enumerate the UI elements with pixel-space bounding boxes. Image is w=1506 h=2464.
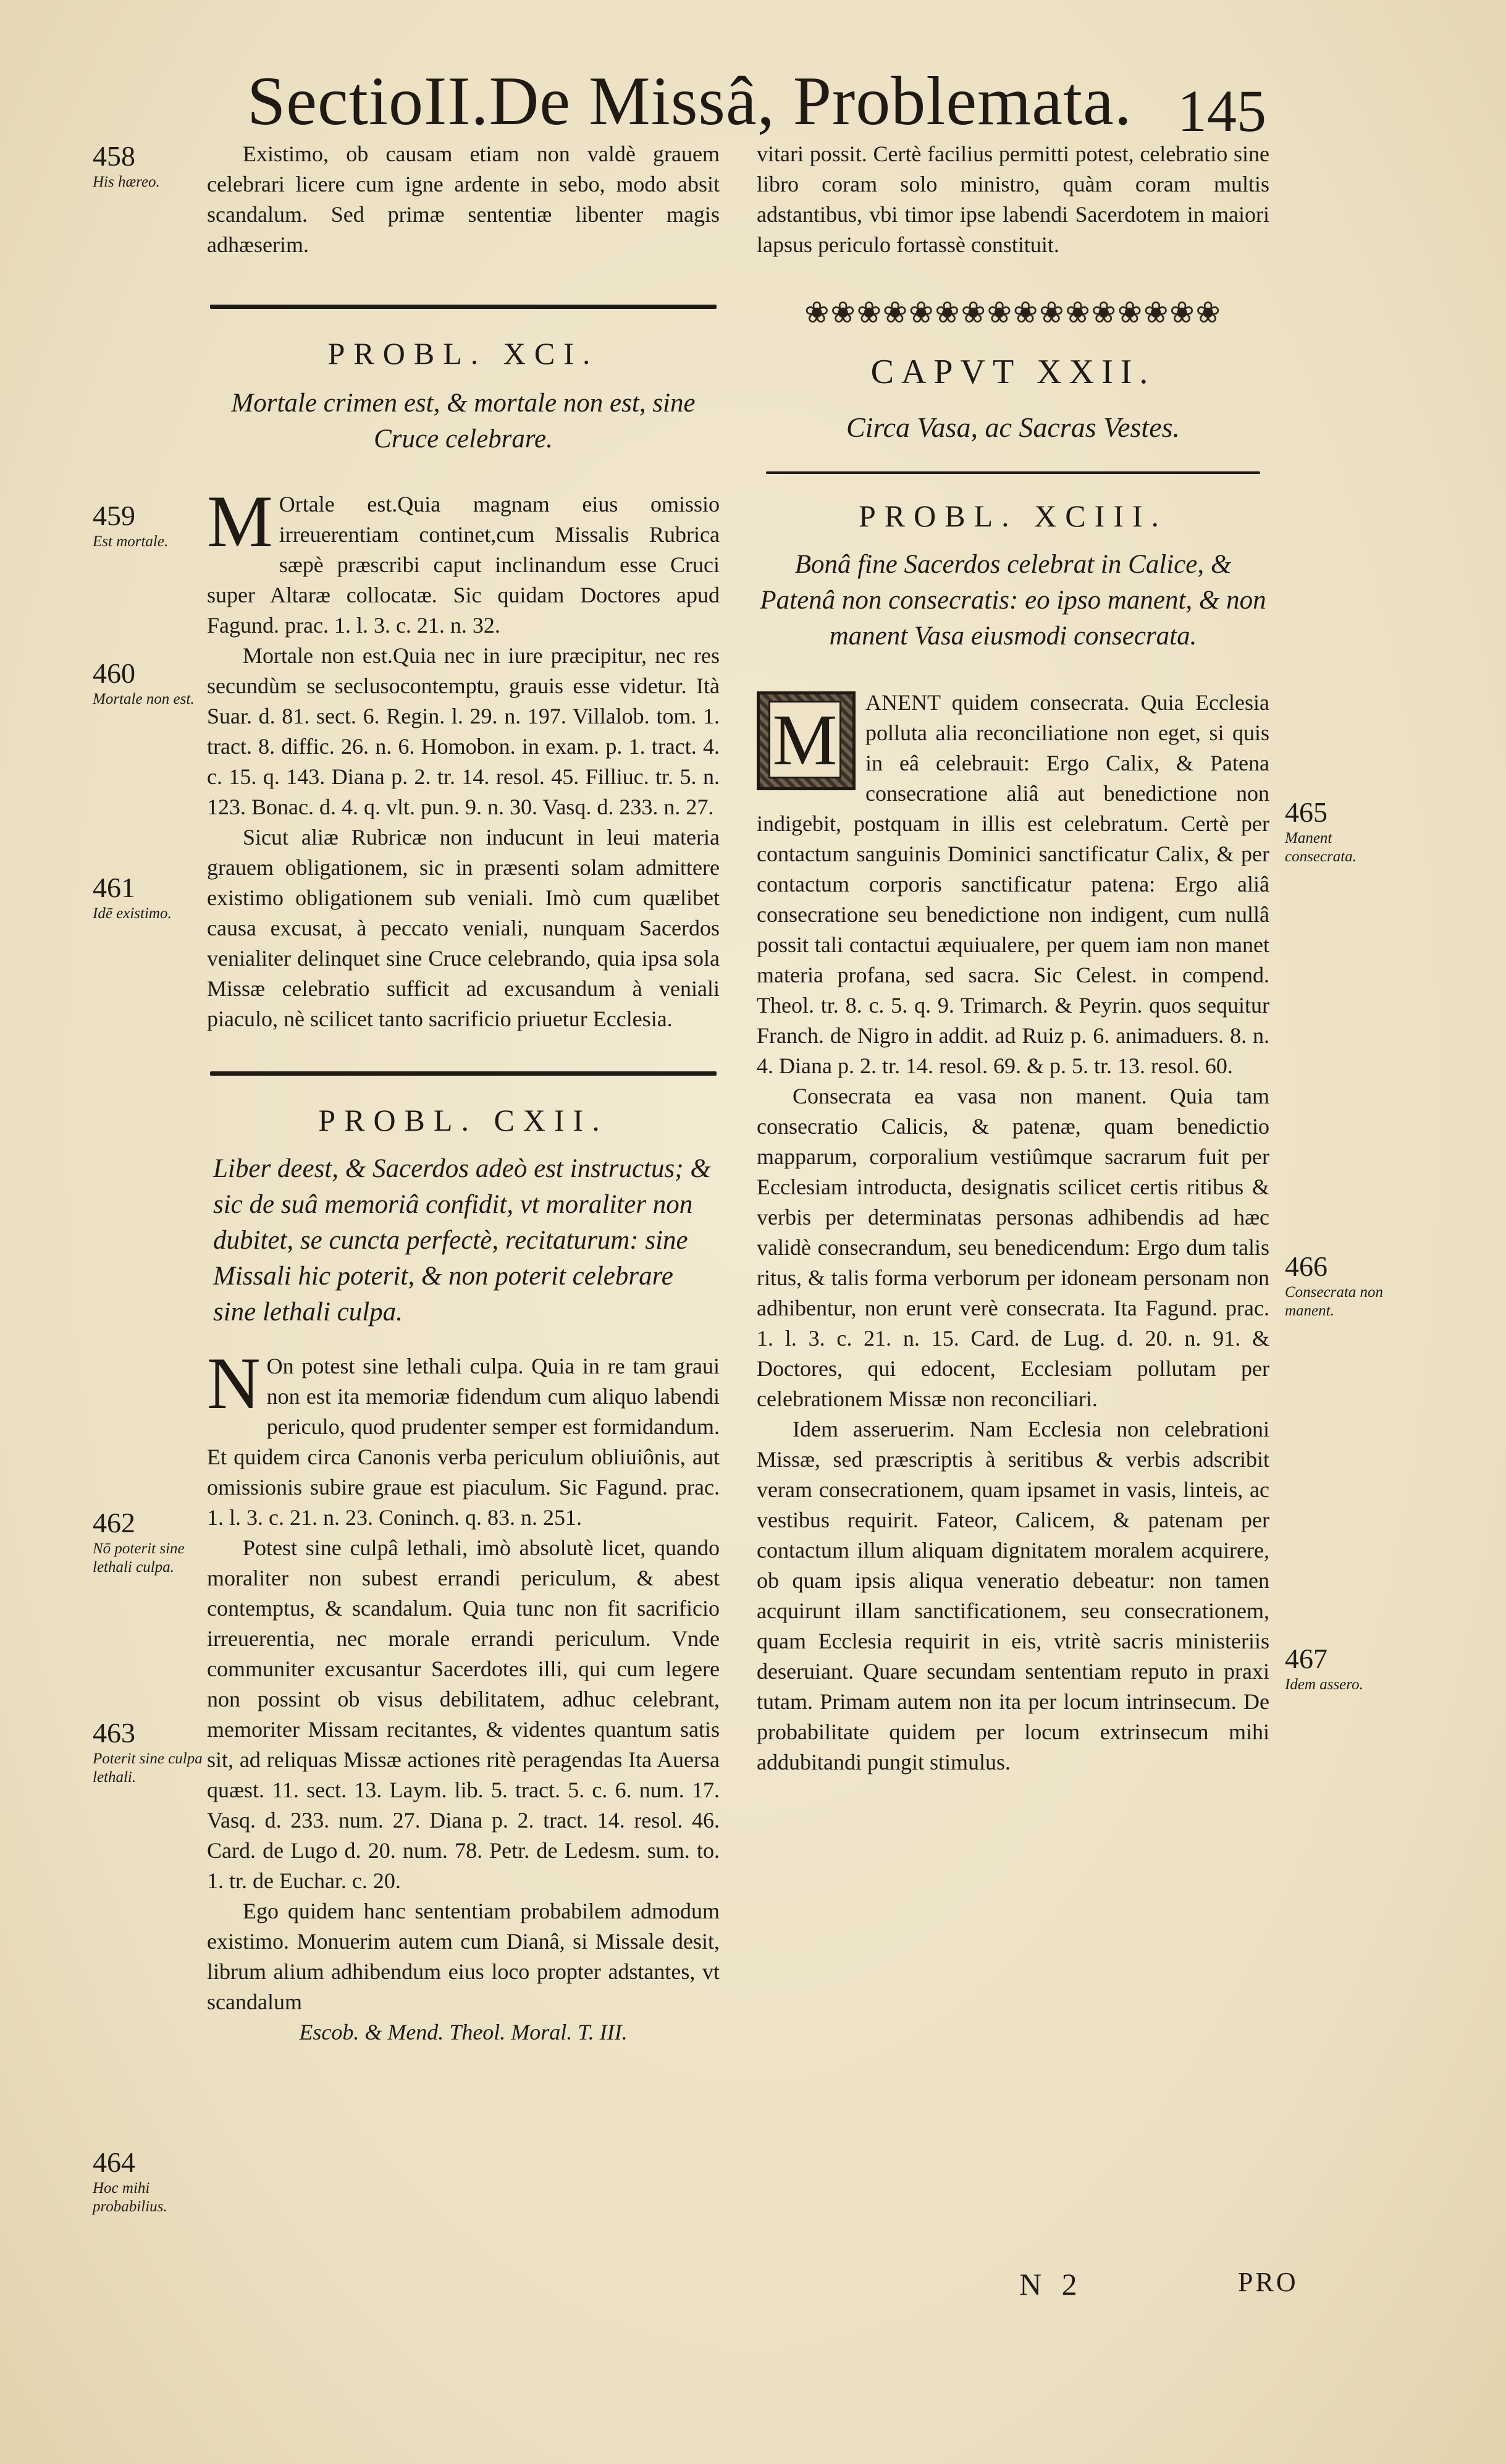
signature-mark: N 2: [1019, 2267, 1083, 2302]
margin-note-461: [93, 872, 210, 923]
paragraph-461: Sicut aliæ Rubricæ non inducunt in leui materia grauem obligationem, sic in præsenti solam admittere existimo obligationem sub veniali. Imò cum quælibet causa excusat, à peccato veniali, nunquam Sacerdos venialiter delinquet sine Cruce celebrando, quia ipsa sola Missæ celebratio sufficit ad excusandum à veniali piaculo, nè scilicet tanto sacrificio priuetur Ecclesia.: [207, 825, 720, 1031]
margin-gloss: His hæreo.: [93, 174, 160, 190]
margin-gloss: Est mortale.: [93, 533, 169, 550]
margin-gloss: Nō poterit sine lethali culpa.: [93, 1540, 185, 1576]
margin-gloss: Mortale non est.: [93, 691, 195, 707]
margin-note-466: [1285, 1251, 1402, 1320]
paragraph-465-text: ANENT quidem consecrata. Quia Ecclesia polluta alia reconciliatione non eget, si quis in eâ celebrauit: Ergo Calix, & Patena consecratione aliâ aut benedictione non indigebit, postquam in illis est celebratum. Certè per contactum sanguinis Dominici sanctificatur Calix, & per contactum corporis sanctificatur patena: Ergo aliâ consecratione seu benedictione non indigent, cum nullâ possit tali contactui æquiualere, per quem iam non manet materia profana, sed sacra. Sic Celest. in compend. Theol. tr. 8. c. 5. q. 9. Trimarch. & Peyrin. quos sequitur Franch. de Nigro in addit. ad Ruiz p. 6. animaduers. 8. n. 4. Diana p. 2. tr. 14. resol. 69. & p. 5. tr. 13. resol. 60.: [757, 690, 1269, 1078]
paragraph-462-text: On potest sine lethali culpa. Quia in re tam graui non est ita memoriæ fidendum cum aliquo labendi periculo, quod prudenter semper est formidandum. Et quidem circa Canonis verba periculum obliuiônis, aut omissionis subire graue est piaculum. Sic Fagund. prac. 1. l. 3. c. 21. n. 23. Coninch. q. 83. n. 251.: [207, 1354, 720, 1530]
problem-title-112: Liber deest, & Sacerdos adeò est instructus; & sic de suâ memoriâ confidit, vt moraliter non dubitet, se cuncta perfectè, recitaturum: sine Missali hic poterit, & non poterit celebrare sine lethali culpa.: [213, 1154, 711, 1327]
margin-gloss: Idem assero.: [1285, 1676, 1363, 1693]
paragraph-459-text: Ortale est.Quia magnam eius omissio irreuerentiam continet,cum Missalis Rubrica sæpè præscribi caput inclinandum esse Cruci super Altaræ collocatæ. Sic quidam Doctores apud Fagund. prac. 1. l. 3. c. 21. n. 32.: [207, 492, 720, 638]
margin-note-459: [93, 500, 210, 551]
paragraph-number: 462: [93, 1507, 135, 1538]
running-head-title: SectioII.De Missâ, Problemata.: [247, 63, 1132, 140]
margin-note-460: [93, 658, 210, 709]
initial-letter: M: [207, 480, 273, 562]
margin-note-464: [93, 2147, 210, 2216]
section-rule: [210, 305, 717, 309]
margin-gloss: Consecrata non manent.: [1285, 1284, 1384, 1319]
page-number: 145: [1177, 78, 1266, 144]
decorated-initial: [757, 691, 856, 790]
problem-title-91: Mortale crimen est, & mortale non est, sine Cruce celebrare.: [231, 389, 696, 454]
section-rule: [210, 1071, 717, 1076]
catchword: PRO: [1238, 2267, 1298, 2297]
margin-note-462: [93, 1508, 210, 1577]
margin-note-465: [1285, 797, 1402, 866]
paragraph-number: 466: [1285, 1251, 1327, 1282]
problem-title-93: Bonâ fine Sacerdos celebrat in Calice, & Patenâ non consecratis: eo ipso manent, & non manent Vasa eiusmodi consecrata.: [760, 550, 1266, 651]
paragraph-number: 463: [93, 1717, 135, 1749]
running-head: [247, 62, 1266, 144]
paragraph-459: [207, 480, 720, 641]
paragraph-number: 461: [93, 872, 135, 903]
problem-heading-93: PROBL. XCIII.: [858, 499, 1168, 533]
paragraph-number: 458: [93, 140, 135, 172]
margin-gloss: Manent consecrata.: [1285, 830, 1357, 865]
paragraph-number: 459: [93, 500, 135, 531]
paragraph-463: Potest sine culpâ lethali, imò absolutè licet, quando moraliter non subest errandi periculum, & abest contemptus, & scandalum. Quia tunc non fit sacrificio irreuerentia, nec morale errandi periculum. Vnde communiter excusantur Sacerdotes illi, qui cum legere non possint ob visus debilitatem, adhuc celebrant, memoriter Missam recitantes, & videntes quantum satis sit, ad reliquas Missæ actiones ritè peragendas Ita Auersa quæst. 11. sect. 13. Laym. lib. 5. tract. 5. c. 6. num. 17. Vasq. d. 233. num. 27. Diana p. 2. tract. 14. resol. 46. Card. de Lugo d. 20. num. 78. Petr. de Ledesm. sum. to. 1. tr. de Euchar. c. 20.: [207, 1535, 720, 1893]
paragraph-462: [207, 1342, 720, 1533]
paragraph-467: Idem asseruerim. Nam Ecclesia non celebrationi Missæ, sed præscriptis à seritibus & verbis adscribit veram consecrationem, quam ipsamet in vasis, linteis, ac vestibus requirit. Fateor, Calicem, & patenam per contactum illum aliquam dignitatem moralem acquirere, ob quam ipsis aliqua veneratio debeatur: non tamen acquirunt illam sanctificationem, seu consecrationem, quam Ecclesia requirit in eis, vtritè sacris ministeriis deseruiant. Quare secundam sententiam reputo in praxi tutam. Primam autem non ita per locum intrinsecum. De probabilitate quidem per locum extrinsecum mihi addubitandi pungit stimulus.: [757, 1417, 1269, 1774]
margin-note-467: [1285, 1643, 1402, 1694]
ornament-band: ❀❀❀❀❀❀❀❀❀❀❀❀❀❀❀❀: [804, 297, 1222, 329]
margin-gloss: Idē existimo.: [93, 905, 172, 922]
paragraph-465: [757, 688, 1269, 1081]
paragraph-number: 465: [1285, 796, 1327, 828]
chapter-heading: CAPVT XXII.: [870, 353, 1156, 391]
paragraph-458: Existimo, ob causam etiam non valdè grauem celebrari licere cum igne ardente in sebo, modo absit scandalum. Sed primæ sententiæ libenter magis adhæserim.: [207, 141, 720, 257]
problem-heading-112: PROBL. CXII.: [318, 1103, 608, 1137]
paragraph-number: 467: [1285, 1643, 1327, 1674]
paragraph-464-continued: vitari possit. Certè facilius permitti potest, celebratio sine libro coram solo ministro, quàm coram multis adstantibus, vbi timor ipse labendi Sacerdotem in maiori lapsus periculo fortassè constituit.: [757, 141, 1269, 257]
paragraph-466: Consecrata ea vasa non manent. Quia tam consecratio Calicis, & patenæ, quam benedictio mapparum, corporalium vestiûmque sacrarum fuit per Ecclesiam introducta, designatis scilicet certis ritibus & verbis per determinatas personas adhibendis ad hæc validè consecrandum, seu benedicendum: Ergo dum talis ritus, & talis forma verborum per idoneam personam non adhibentur, non erunt verè consecrata. Ita Fagund. prac. 1. l. 3. c. 21. n. 15. Card. de Lug. d. 20. n. 91. & Doctores, qui edocent, Ecclesiam pollutam per celebrationem Missæ non reconciliari.: [757, 1084, 1269, 1411]
margin-gloss: Hoc mihi probabilius.: [93, 2180, 167, 2215]
chapter-subtitle: Circa Vasa, ac Sacras Vestes.: [846, 411, 1180, 443]
initial-letter: M: [768, 701, 841, 778]
paragraph-464: Ego quidem hanc sententiam probabilem admodum existimo. Monuerim autem cum Dianâ, si Missale desit, librum alium adhibendum eius loco propter adstantes, vt scandalum: [207, 1899, 720, 2014]
problem-heading-91: PROBL. XCI.: [327, 336, 599, 371]
paragraph-number: 460: [93, 657, 135, 689]
right-column: [757, 139, 1269, 1778]
margin-note-458: [93, 141, 210, 192]
footer-citation: Escob. & Mend. Theol. Moral. T. III.: [299, 2020, 628, 2044]
left-column: [207, 139, 720, 2048]
paragraph-460: Mortale non est.Quia nec in iure præcipitur, nec res secundùm se seclusocontemptu, grauis esse videtur. Ità Suar. d. 81. sect. 6. Regin. l. 29. n. 197. Villalob. tom. 1. tract. 8. diffic. 26. n. 6. Homobon. in exam. p. 1. tract. 4. c. 15. q. 143. Diana p. 2. tr. 14. resol. 45. Filliuc. tr. 5. n. 123. Bonac. d. 4. q. vlt. pun. 9. n. 30. Vasq. d. 233. n. 27.: [207, 643, 720, 819]
margin-gloss: Poterit sine culpa lethali.: [93, 1750, 203, 1786]
margin-note-463: [93, 1718, 210, 1787]
paragraph-number: 464: [93, 2146, 135, 2178]
initial-letter: N: [207, 1342, 261, 1424]
